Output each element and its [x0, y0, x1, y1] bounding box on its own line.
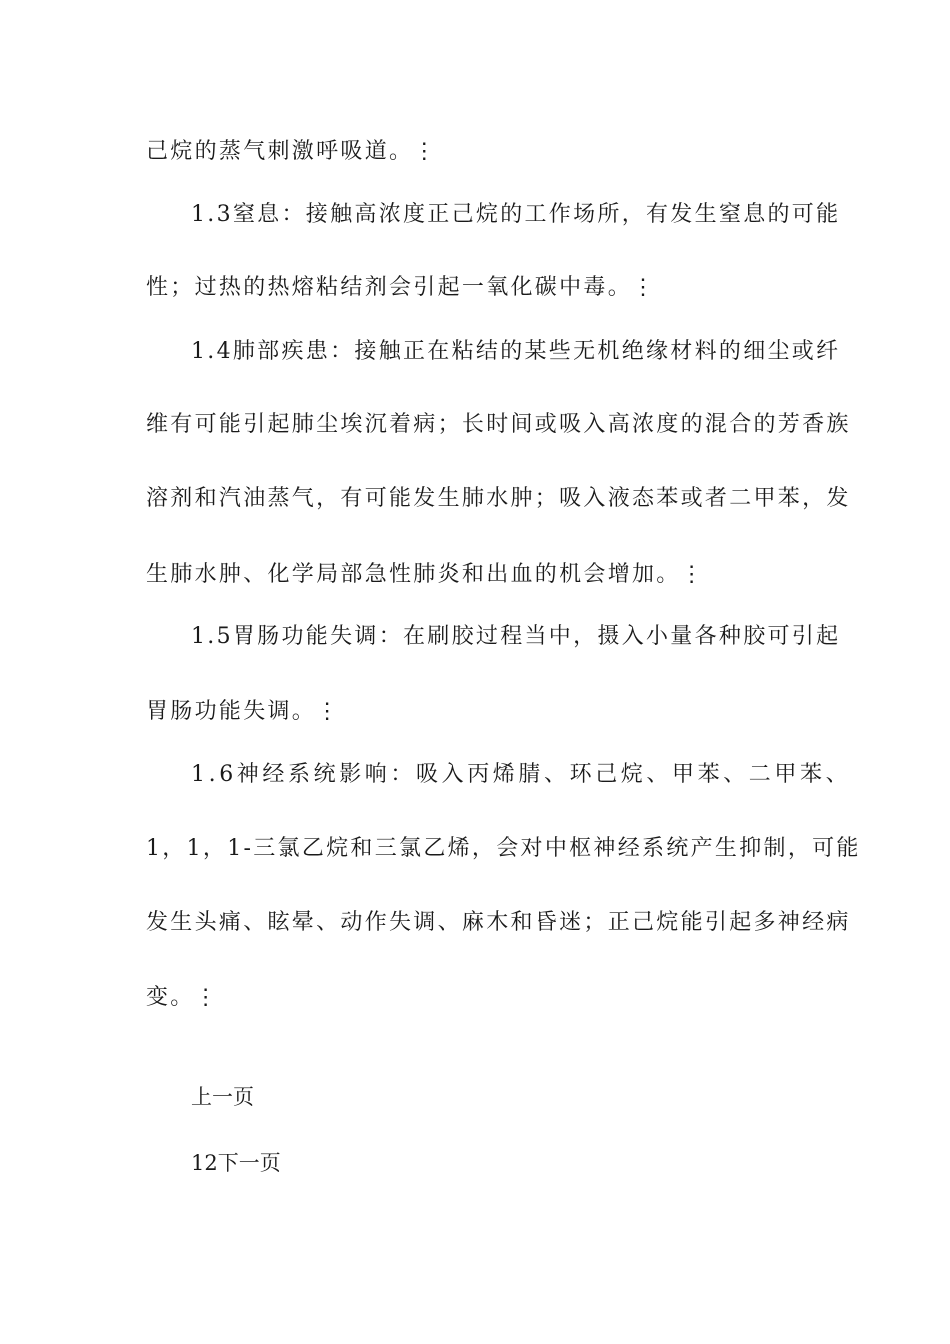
- text-line: 生肺水肿、化学局部急性肺炎和出血的机会增加。⋮: [146, 562, 705, 587]
- text-line: 变。⋮: [146, 985, 219, 1010]
- pagination-prev[interactable]: [191, 1082, 254, 1112]
- section-heading-1-3: 1.3窒息：接触高浓度正己烷的工作场所，有发生窒息的可能: [191, 202, 841, 227]
- text-line: 发生头痛、眩晕、动作失调、麻木和昏迷；正己烷能引起多神经病: [146, 910, 851, 935]
- prev-page-link[interactable]: 上一页: [191, 1085, 254, 1109]
- text-line: 己烷的蒸气刺激呼吸道。⋮: [146, 139, 438, 164]
- text-line: 性；过热的热熔粘结剂会引起一氧化碳中毒。⋮: [146, 275, 657, 300]
- section-heading-1-6: 1.6神经系统影响：吸入丙烯腈、环己烷、甲苯、二甲苯、: [191, 762, 852, 787]
- text-line: 维有可能引起肺尘埃沉着病；长时间或吸入高浓度的混合的芳香族: [146, 412, 851, 437]
- text-line: 胃肠功能失调。⋮: [146, 699, 341, 724]
- section-heading-1-4: 1.4肺部疾患：接触正在粘结的某些无机绝缘材料的细尘或纤: [191, 339, 841, 364]
- section-heading-1-5: 1.5胃肠功能失调：在刷胶过程当中，摄入小量各种胶可引起: [191, 624, 841, 649]
- page-numbers-next-link[interactable]: 12下一页: [191, 1151, 281, 1175]
- text-line: 1，1，1-三氯乙烷和三氯乙烯，会对中枢神经系统产生抑制，可能: [146, 836, 861, 861]
- text-line: 溶剂和汽油蒸气，有可能发生肺水肿；吸入液态苯或者二甲苯，发: [146, 486, 851, 511]
- pagination-pages-next[interactable]: [191, 1148, 281, 1178]
